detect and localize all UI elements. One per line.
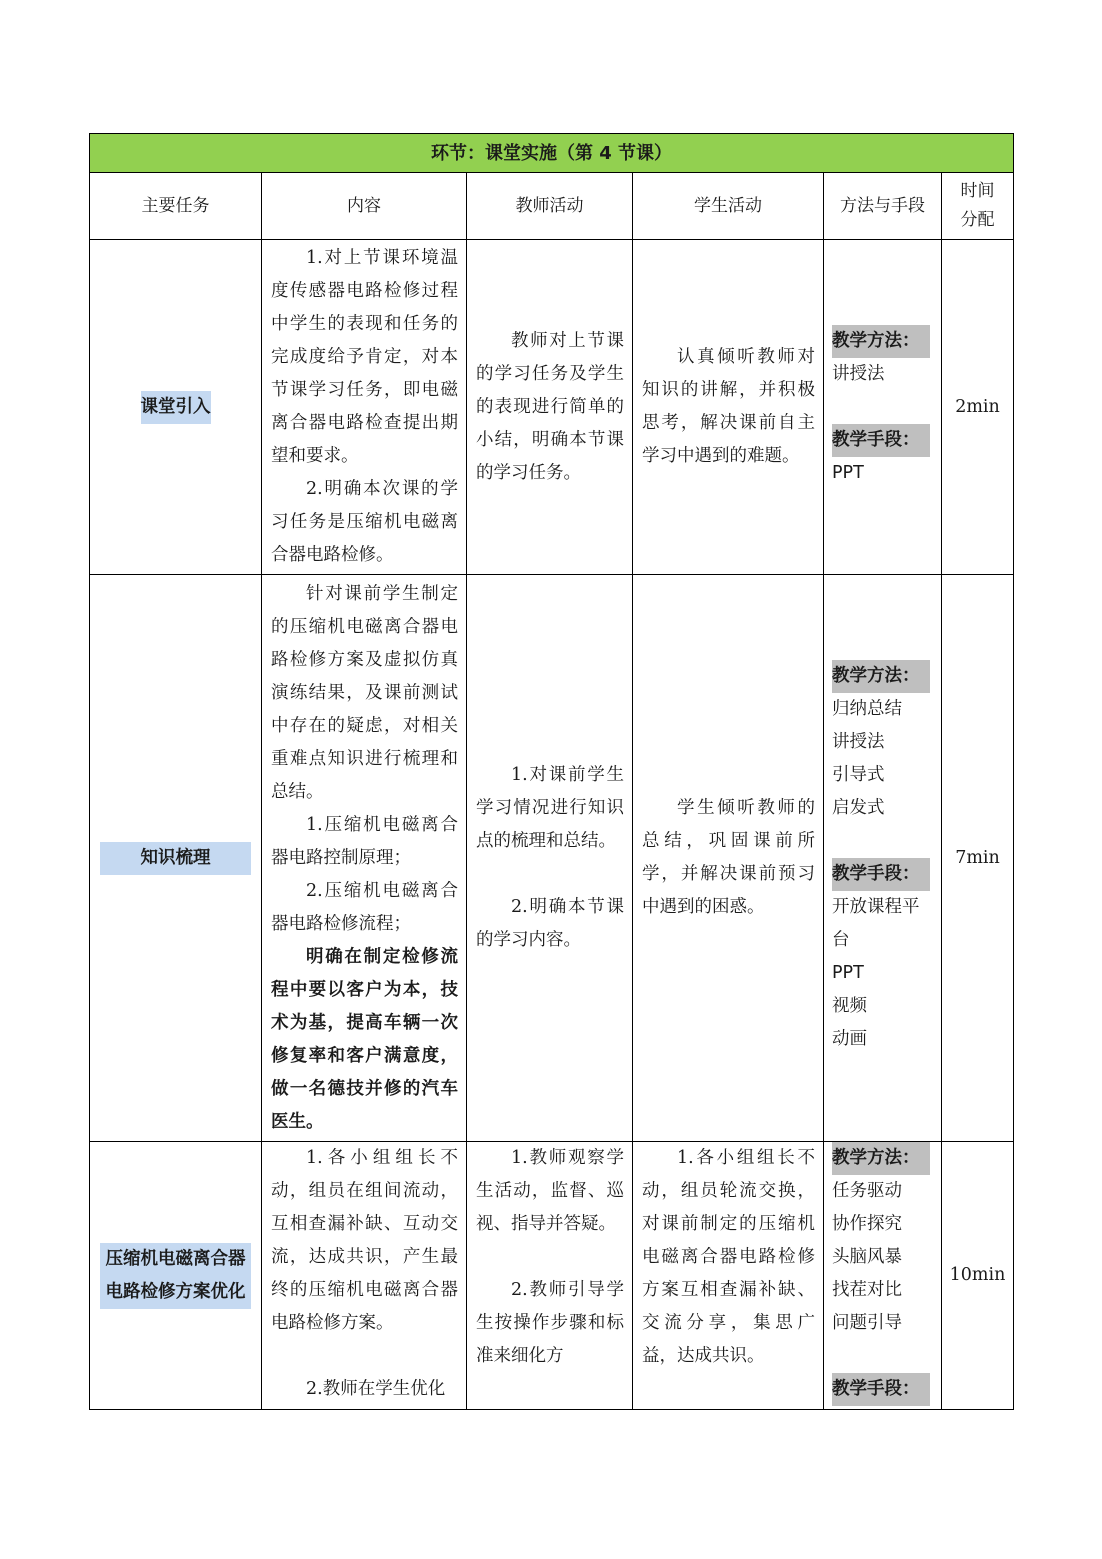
task-cell [90, 575, 262, 1142]
student-activity-cell [633, 1142, 824, 1410]
teacher-activity-cell [467, 575, 633, 1142]
method-label: 教学方法： [832, 1142, 930, 1175]
method-item: 讲授法 [832, 732, 885, 752]
table-row [90, 1142, 1014, 1410]
content-cell [262, 575, 467, 1142]
time-cell: 10min [942, 1142, 1014, 1410]
task-label: 压缩机电磁离合器电路检修方案优化 [100, 1243, 251, 1309]
methods-cell [824, 575, 942, 1142]
header-student-activity: 学生活动 [633, 173, 824, 240]
method-item: 引导式 [832, 765, 885, 785]
task-cell [90, 1142, 262, 1410]
lesson-plan-table [89, 133, 1014, 1410]
method-item: 启发式 [832, 798, 885, 818]
content-cell [262, 240, 467, 575]
time-cell: 2min [942, 240, 1014, 575]
student-paragraph: 学生倾听教师的总结，巩固课前所学，并解决课前预习中遇到的困惑。 [642, 798, 815, 917]
method-item: 任务驱动 [832, 1181, 902, 1201]
table-row [90, 240, 1014, 575]
header-content: 内容 [262, 173, 467, 240]
content-cell [262, 1142, 467, 1410]
means-item: PPT [832, 462, 864, 483]
content-paragraph-emphasis: 明确在制定检修流程中要以客户为本，技术为基，提高车辆一次修复率和客户满意度，做一名德技并修的汽车医生。 [271, 946, 458, 1132]
header-teacher-activity: 教师活动 [467, 173, 633, 240]
method-item: 头脑风暴 [832, 1247, 902, 1267]
means-item: 开放课程平台 [832, 897, 920, 950]
means-item: PPT [832, 963, 864, 983]
teacher-paragraph: 2.教师引导学生按操作步骤和标准来细化方 [476, 1280, 624, 1366]
header-time: 时间分配 [942, 173, 1014, 240]
teacher-paragraph: 教师对上节课的学习任务及学生的表现进行简单的小结，明确本节课的学习任务。 [476, 330, 624, 483]
method-label: 教学方法： [832, 660, 930, 693]
table-row [90, 575, 1014, 1142]
student-activity-cell [633, 575, 824, 1142]
method-item: 讲授法 [832, 363, 885, 384]
means-label: 教学手段： [832, 858, 930, 891]
task-label: 课堂引入 [141, 391, 211, 424]
teacher-paragraph: 2.明确本节课的学习内容。 [476, 897, 624, 950]
student-paragraph: 认真倾听教师对知识的讲解，并积极思考，解决课前自主学习中遇到的难题。 [642, 347, 815, 466]
student-paragraph: 1.各小组组长不动，组员轮流交换，对课前制定的压缩机电磁离合器电路检修方案互相查漏补缺、交流分享，集思广益，达成共识。 [642, 1148, 815, 1366]
teacher-activity-cell [467, 1142, 633, 1410]
means-item: 动画 [832, 1029, 867, 1049]
content-paragraph: 1.对上节课环境温度传感器电路检修过程中学生的表现和任务的完成度给予肯定，对本节课学习任务，即电磁离合器电路检查提出期望和要求。 [271, 248, 458, 466]
teacher-activity-cell [467, 240, 633, 575]
content-paragraph: 2.明确本次课的学习任务是压缩机电磁离合器电路检修。 [271, 479, 458, 565]
task-label: 知识梳理 [100, 842, 251, 875]
time-cell: 7min [942, 575, 1014, 1142]
method-label: 教学方法： [832, 325, 930, 358]
content-paragraph: 1.压缩机电磁离合器电路控制原理； [271, 814, 458, 868]
method-item: 协作探究 [832, 1214, 902, 1234]
means-label: 教学手段： [832, 424, 930, 457]
content-paragraph: 1.各小组组长不动，组员在组间流动，互相查漏补缺、互动交流，达成共识，产生最终的压缩机电磁离合器电路检修方案。 [271, 1148, 458, 1333]
teacher-paragraph: 1.对课前学生学习情况进行知识点的梳理和总结。 [476, 765, 624, 851]
means-label: 教学手段： [832, 1373, 930, 1406]
method-item: 归纳总结 [832, 699, 902, 719]
content-paragraph: 2.教师在学生优化 [306, 1379, 446, 1399]
content-paragraph: 针对课前学生制定的压缩机电磁离合器电路检修方案及虚拟仿真演练结果，及课前测试中存在的疑虑，对相关重难点知识进行梳理和总结。 [271, 583, 458, 802]
methods-cell [824, 240, 942, 575]
header-main-task: 主要任务 [90, 173, 262, 240]
task-cell [90, 240, 262, 575]
student-activity-cell [633, 240, 824, 575]
content-paragraph: 2.压缩机电磁离合器电路检修流程； [271, 880, 458, 934]
teacher-paragraph: 1.教师观察学生活动，监督、巡视、指导并答疑。 [476, 1148, 624, 1234]
method-item: 问题引导 [832, 1313, 902, 1333]
header-methods: 方法与手段 [824, 173, 942, 240]
means-item: 视频 [832, 996, 867, 1016]
table-title: 环节：课堂实施（第 4 节课） [90, 134, 1014, 173]
methods-cell [824, 1142, 942, 1410]
method-item: 找茬对比 [832, 1280, 902, 1300]
